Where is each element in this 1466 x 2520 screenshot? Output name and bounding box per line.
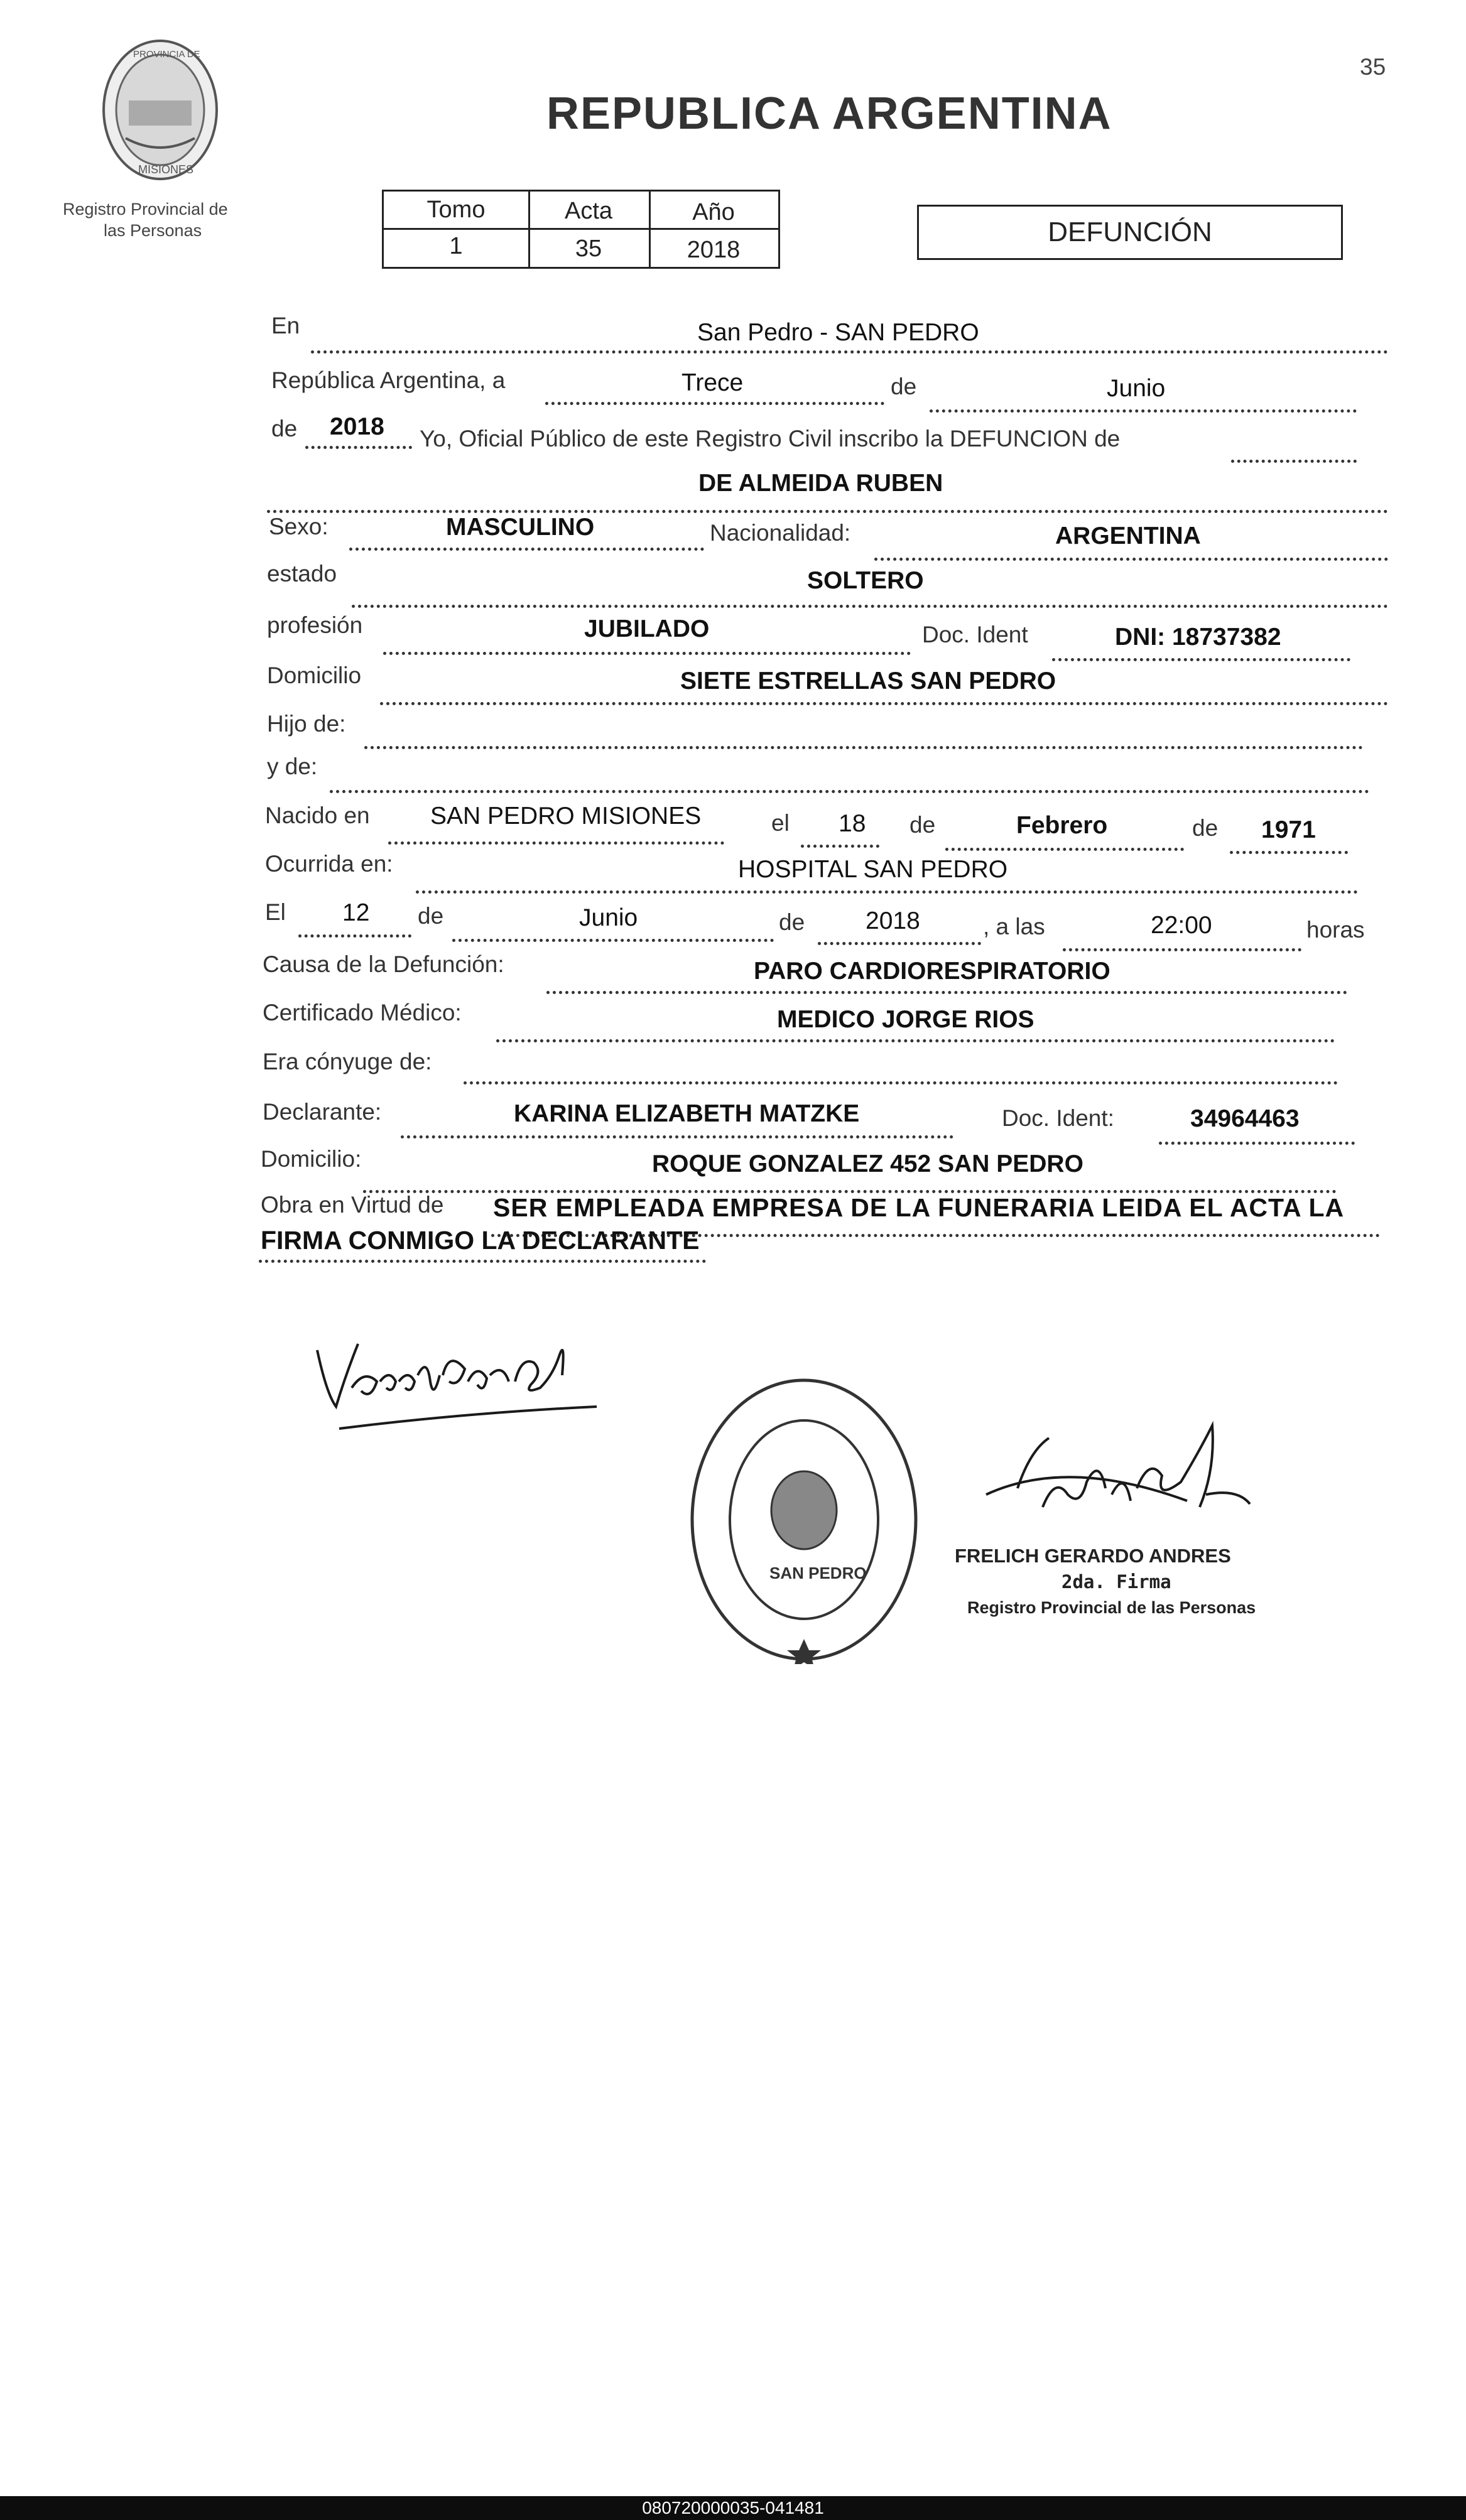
field-declarante: KARINA ELIZABETH MATZKE	[514, 1100, 860, 1127]
field-obra-line1: SER EMPLEADA EMPRESA DE LA FUNERARIA LEIDA EL ACTA LA	[493, 1193, 1345, 1222]
label-El: El	[265, 899, 286, 925]
stamp-center-text: SAN PEDRO	[769, 1564, 867, 1582]
registry-stamp	[688, 1375, 920, 1664]
label-republica: República Argentina, a	[271, 367, 506, 393]
label-de-3: de	[909, 812, 936, 838]
officer-office: Registro Provincial de las Personas	[967, 1598, 1256, 1617]
label-certificado: Certificado Médico:	[263, 1000, 462, 1025]
field-hora: 22:00	[1151, 912, 1212, 939]
officer-role: 2da. Firma	[1061, 1571, 1171, 1593]
label-declarante: Declarante:	[263, 1099, 382, 1125]
field-mes: Junio	[1107, 375, 1166, 402]
page-number: 35	[1360, 54, 1386, 80]
anio-header: Año	[692, 199, 735, 225]
field-nacionalidad: ARGENTINA	[1055, 522, 1201, 549]
field-causa: PARO CARDIORESPIRATORIO	[754, 958, 1110, 985]
declarant-signature	[308, 1319, 647, 1444]
registry-line1: Registro Provincial de	[63, 200, 228, 219]
field-nacido-anio: 1971	[1261, 816, 1316, 843]
tomo-value: 1	[449, 233, 463, 259]
footer-bar	[0, 2496, 1466, 2520]
field-profesion: JUBILADO	[584, 615, 710, 642]
label-sexo: Sexo:	[269, 514, 328, 539]
document-type-box	[917, 205, 1343, 260]
field-fallec-dia: 12	[342, 899, 370, 926]
label-de-4: de	[1192, 815, 1219, 841]
label-nacido-en: Nacido en	[265, 803, 370, 828]
acta-value: 35	[575, 235, 602, 262]
label-yo: Yo, Oficial Público de este Registro Civil inscribo la DEFUNCION de	[420, 426, 1121, 452]
label-de-5: de	[418, 903, 444, 929]
province-seal	[88, 38, 232, 188]
label-de-2: de	[271, 416, 298, 441]
tomo-header: Tomo	[426, 197, 486, 223]
acta-header: Acta	[564, 198, 613, 224]
label-profesion: profesión	[267, 612, 363, 638]
field-nacido-en: SAN PEDRO MISIONES	[430, 803, 702, 830]
label-de-1: de	[891, 374, 917, 399]
footer-code: 080720000035-041481	[642, 2498, 824, 2517]
label-horas: horas	[1306, 917, 1365, 943]
field-fallec-anio: 2018	[866, 907, 920, 934]
field-domicilio: SIETE ESTRELLAS SAN PEDRO	[680, 668, 1056, 695]
field-anio: 2018	[330, 413, 384, 440]
field-estado: SOLTERO	[807, 567, 924, 594]
field-nombre: DE ALMEIDA RUBEN	[698, 470, 943, 497]
label-nacionalidad: Nacionalidad:	[710, 520, 851, 546]
label-doc-ident: Doc. Ident	[922, 622, 1028, 647]
label-el: el	[771, 810, 790, 836]
field-obra-line2: FIRMA CONMIGO LA DECLARANTE	[261, 1226, 700, 1255]
label-obra: Obra en Virtud de	[261, 1192, 444, 1218]
label-doc-ident-2: Doc. Ident:	[1002, 1105, 1114, 1131]
field-fallec-mes: Junio	[579, 904, 638, 931]
field-sexo: MASCULINO	[446, 514, 595, 541]
field-lugar: San Pedro - SAN PEDRO	[697, 319, 979, 346]
label-hijo-de: Hijo de:	[267, 711, 346, 737]
label-causa: Causa de la Defunción:	[263, 951, 504, 977]
officer-name: FRELICH GERARDO ANDRES	[955, 1545, 1231, 1567]
field-certificado: MEDICO JORGE RIOS	[777, 1006, 1034, 1033]
document-type: DEFUNCIÓN	[1048, 217, 1212, 247]
officer-signature	[974, 1413, 1275, 1538]
field-nacido-mes: Febrero	[1016, 812, 1108, 839]
label-a-las: , a las	[983, 914, 1045, 939]
seal-top-text: PROVINCIA DE	[133, 49, 200, 60]
label-de-6: de	[779, 909, 805, 935]
label-conyuge: Era cónyuge de:	[263, 1049, 432, 1074]
field-ocurrida-en: HOSPITAL SAN PEDRO	[738, 856, 1008, 883]
field-dia-texto: Trece	[681, 369, 744, 396]
label-ocurrida-en: Ocurrida en:	[265, 851, 393, 877]
field-declarante-doc: 34964463	[1190, 1105, 1300, 1132]
label-estado: estado	[267, 561, 337, 587]
field-nacido-dia: 18	[839, 810, 866, 837]
label-en: En	[271, 313, 300, 338]
acta-box	[382, 190, 780, 269]
seal-bottom-text: MISIONES	[138, 163, 194, 176]
country-title: REPUBLICA ARGENTINA	[546, 89, 1112, 139]
label-y-de: y de:	[267, 754, 318, 779]
field-declarante-domicilio: ROQUE GONZALEZ 452 SAN PEDRO	[652, 1150, 1083, 1177]
label-domicilio: Domicilio	[267, 662, 362, 688]
label-domicilio-2: Domicilio:	[261, 1146, 362, 1172]
anio-value: 2018	[687, 237, 741, 263]
registry-line2: las Personas	[104, 221, 202, 240]
field-documento: DNI: 18737382	[1115, 624, 1281, 651]
